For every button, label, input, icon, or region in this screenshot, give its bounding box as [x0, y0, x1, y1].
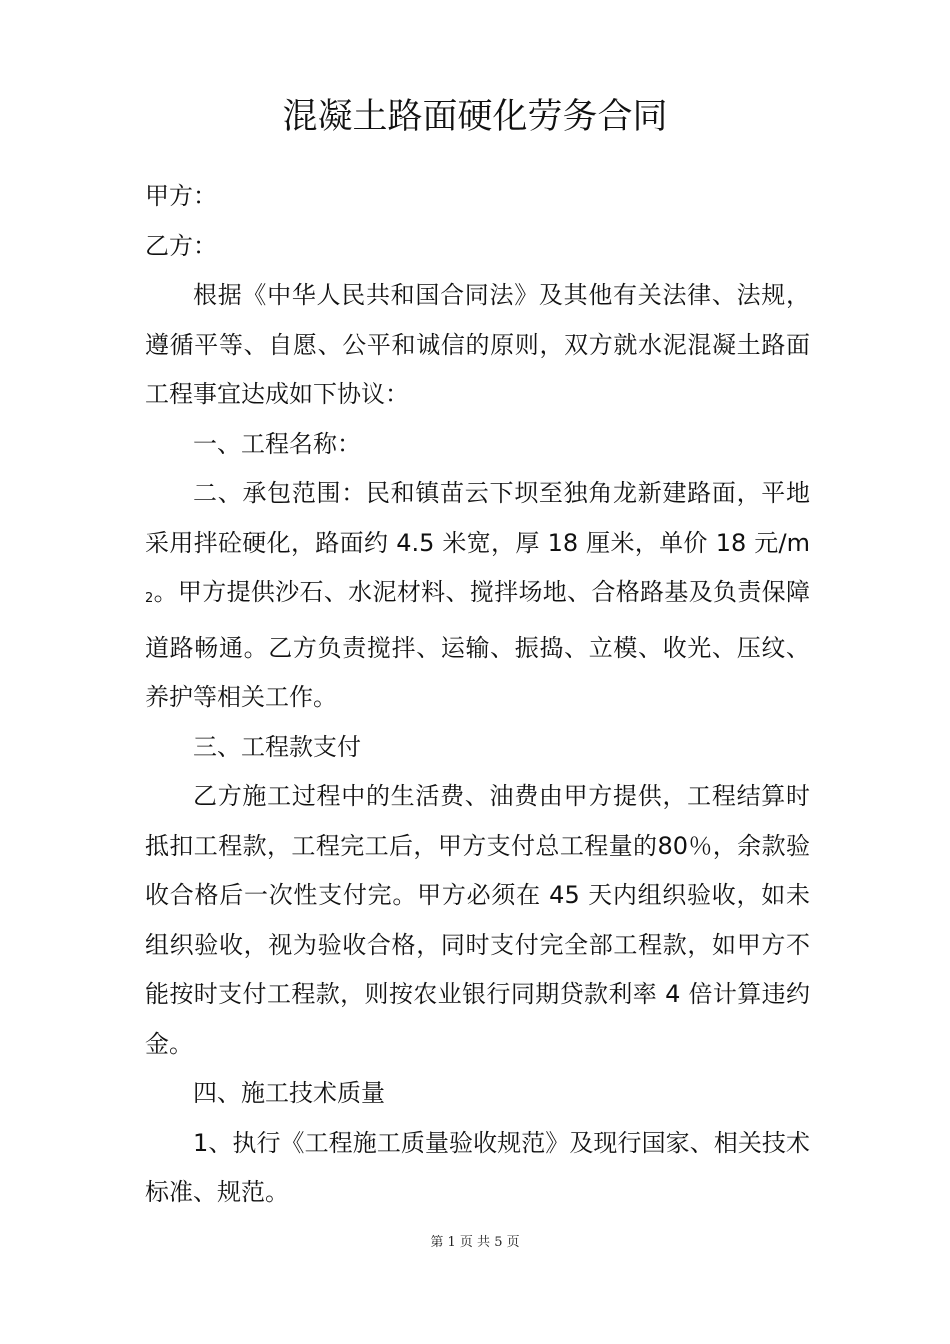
document-title: 混凝土路面硬化劳务合同	[282, 97, 668, 137]
document-body	[145, 172, 810, 1218]
section-1-heading: 一、工程名称：	[193, 429, 361, 458]
section-2-text-b: 。甲方提供沙石、水泥材料、搅拌场地、合格路基及负责保障道路畅通。乙方负责搅拌、运输、振捣、立模、收光、压纹、养护等相关工作。	[145, 578, 810, 711]
section-4-heading: 四、施工技术质量	[193, 1079, 385, 1107]
section-2-text-a: 二、承包范围：民和镇苗云下坝至独角龙新建路面，平地采用拌砼硬化，路面约 4.5 米宽，厚 18 厘米，单价 18 元/m	[145, 479, 810, 557]
party-a-line: 甲方：	[145, 182, 217, 210]
intro-paragraph: 根据《中华人民共和国合同法》及其他有关法律、法规，遵循平等、自愿、公平和诚信的原则，双方就水泥混凝土路面工程事宜达成如下协议：	[145, 281, 810, 408]
section-3-heading: 三、工程款支付	[193, 732, 361, 761]
party-b-line: 乙方：	[145, 231, 217, 260]
page-footer: 第 1 页 共 5 页	[430, 1235, 520, 1250]
section-2-paragraph	[145, 469, 810, 723]
payment-paragraph: 乙方施工过程中的生活费、油费由甲方提供，工程结算时抵扣工程款，工程完工后，甲方支付总工程量的80％，余款验收合格后一次性支付完。甲方必须在 45 天内组织验收，如未组织验收，视为验收合格，同时支付完全部工程款，如甲方不能按时支付工程款，则按农业银行同期贷款利率 4 倍计算违约金。	[145, 782, 810, 1058]
quality-item-1: 1、执行《工程施工质量验收规范》及现行国家、相关技术标准、规范。	[145, 1128, 810, 1206]
square-meter-subscript: 2	[145, 591, 154, 606]
